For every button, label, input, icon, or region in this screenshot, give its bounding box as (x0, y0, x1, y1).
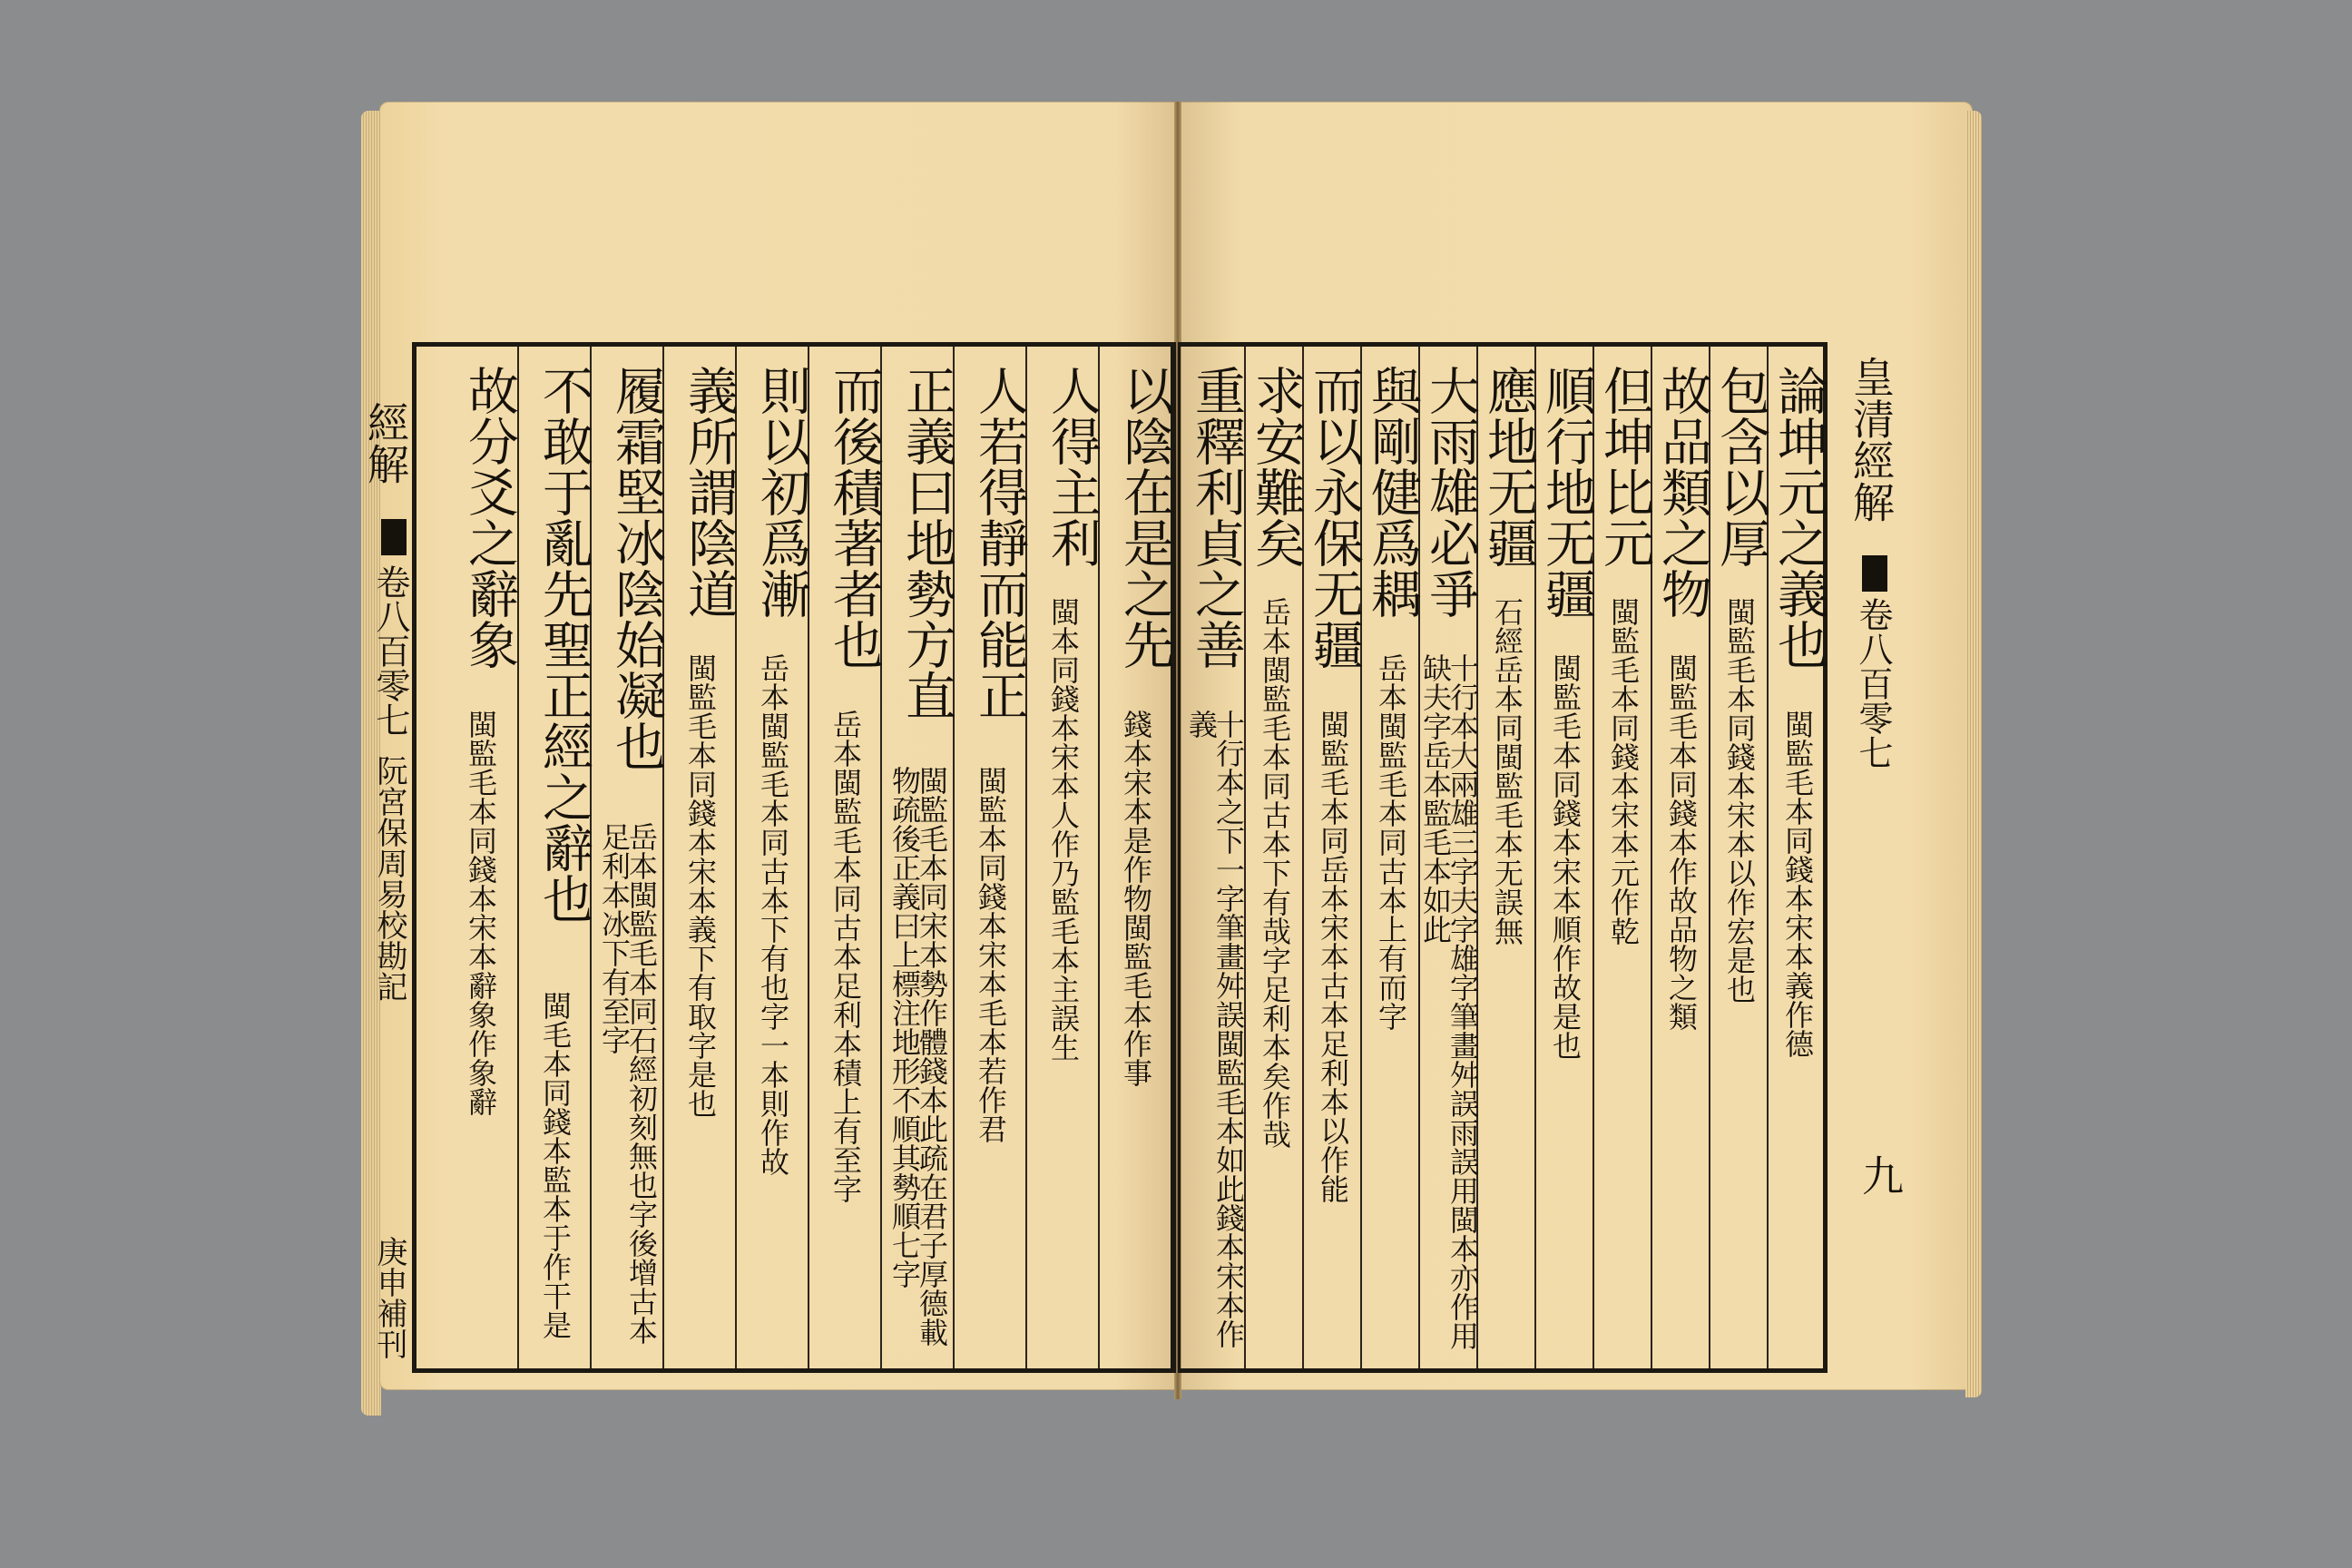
annotation-line: 石經岳本同閩監毛本无誤無 (1490, 597, 1524, 946)
annotation-line: 缺夫字岳本監毛本如此 (1418, 653, 1453, 944)
annotation-line: 十行本之下一字筆畫舛誤閩監毛本如此錢本宋本作 (1211, 710, 1246, 1348)
left-column-2-annotation (1031, 597, 1096, 1062)
left-column-4-main-text: 正義曰地勢方直 (897, 365, 956, 720)
left-column-6-main-text: 則以初爲漸 (752, 365, 811, 619)
right-column-10-annotation (1250, 597, 1300, 1149)
left-column-6 (735, 347, 809, 1368)
left-column-3 (953, 347, 1027, 1368)
right-margin-title: 皇清經解 (1847, 356, 1896, 523)
annotation-line: 閩監毛本同錢本宋本以作宏是也 (1722, 597, 1757, 1004)
right-column-7-main-text: 大雨雄必爭 (1421, 365, 1480, 619)
right-column-4 (1592, 347, 1652, 1368)
annotation-line: 足利本冰下有至字 (597, 822, 632, 1054)
right-column-6 (1476, 347, 1536, 1368)
left-column-10-main-text: 故分爻之辭象 (460, 365, 519, 670)
right-column-6-annotation (1482, 597, 1533, 946)
left-column-1-main-text: 以陰在是之先 (1115, 365, 1174, 670)
left-column-9 (517, 347, 592, 1368)
right-column-8 (1360, 347, 1420, 1368)
left-column-7-main-text: 義所謂陰道 (680, 365, 739, 619)
right-column-1 (1767, 347, 1827, 1368)
annotation-line: 岳本閩監毛本同古本足利本積上有至字 (828, 710, 863, 1203)
right-column-5 (1534, 347, 1594, 1368)
right-text-frame (1178, 342, 1828, 1373)
right-column-1-main-text: 論坤元之義也 (1769, 365, 1828, 670)
right-column-3 (1651, 347, 1710, 1368)
right-column-11-annotation (1184, 710, 1246, 1348)
left-column-6-annotation (740, 653, 806, 1176)
right-column-6-main-text: 應地无疆 (1479, 365, 1538, 568)
left-column-5 (808, 347, 882, 1368)
right-column-3-main-text: 故品類之物 (1653, 365, 1712, 619)
left-column-1-annotation (1103, 710, 1169, 1087)
annotation-line: 閩監毛本同岳本宋本古本足利本以作能 (1316, 710, 1350, 1203)
right-column-5-main-text: 順行地无疆 (1537, 365, 1596, 619)
annotation-line: 岳本閩監毛本同古本上有而字 (1374, 653, 1408, 1031)
left-column-4-annotation (886, 766, 951, 1347)
right-column-4-main-text: 但坤比元 (1595, 365, 1654, 568)
left-column-7 (662, 347, 737, 1368)
left-column-3-main-text: 人若得靜而能正 (970, 365, 1029, 720)
left-margin-note: 阮宮保周易校勘記 (371, 755, 407, 1002)
annotation-line: 閩監毛本同錢本宋本義作德 (1780, 710, 1815, 1058)
left-text-frame (412, 342, 1176, 1373)
left-column-8-annotation (595, 822, 661, 1345)
left-column-8 (590, 347, 664, 1368)
right-column-5-annotation (1540, 653, 1591, 1060)
left-column-4 (880, 347, 955, 1368)
right-column-9-main-text: 而以永保无疆 (1305, 365, 1364, 670)
annotation-line: 閩監毛本同錢本宋本元作乾 (1606, 597, 1641, 946)
annotation-line: 物疏後正義曰上標注地形不順其勢順七字 (887, 766, 922, 1289)
left-column-5-annotation (813, 710, 878, 1203)
right-column-9-annotation (1308, 710, 1358, 1203)
left-margin-title: 經解 (361, 401, 410, 485)
open-book (361, 102, 1982, 1434)
right-column-11 (1186, 347, 1244, 1368)
right-column-2 (1709, 347, 1769, 1368)
left-column-10 (445, 347, 517, 1368)
annotation-line: 閩監毛本同錢本宋本辭象作象辭 (464, 710, 498, 1116)
annotation-line: 閩監毛本同錢本作故品物之類 (1664, 653, 1699, 1031)
right-column-10-main-text: 求安難矣 (1247, 365, 1306, 568)
fish-tail-mark (381, 519, 407, 555)
left-margin-subtitle: 卷八百零七 (370, 564, 410, 737)
right-column-8-main-text: 與剛健爲耦 (1363, 365, 1422, 619)
annotation-line: 岳本閩監毛本同古本下有也字一本則作故 (756, 653, 790, 1176)
annotation-line: 錢本宋本是作物閩監毛本作事 (1119, 710, 1153, 1087)
right-margin-subtitle: 卷八百零七 (1853, 597, 1893, 769)
annotation-line: 義 (1184, 710, 1219, 739)
right-column-7-annotation (1418, 653, 1480, 1350)
left-column-2-main-text: 人得主利 (1043, 365, 1102, 568)
left-column-3-annotation (958, 766, 1024, 1143)
annotation-line: 岳本閩監毛本同石經初刻無也字後增古本 (624, 822, 659, 1345)
right-margin-folio: 九 (1856, 1154, 1905, 1196)
page-edges-right (1965, 111, 1982, 1397)
left-column-7-annotation (668, 653, 733, 1118)
right-column-9 (1302, 347, 1362, 1368)
annotation-line: 閩毛本同錢本監本于作干是 (538, 991, 573, 1339)
right-column-10 (1244, 347, 1304, 1368)
annotation-line: 岳本閩監毛本同古本下有哉字足利本矣作哉 (1258, 597, 1292, 1149)
annotation-line: 閩監本同錢本宋本毛本若作君 (974, 766, 1008, 1143)
annotation-line: 閩本同錢本宋本人作乃監毛本主誤生 (1046, 597, 1081, 1062)
annotation-line: 十行本大兩雄三字夫字雄字筆畫舛誤雨誤用閩本亦作用 (1446, 653, 1480, 1350)
left-column-10-annotation (448, 710, 514, 1116)
left-column-5-main-text: 而後積著者也 (825, 365, 884, 670)
right-column-1-annotation (1772, 710, 1823, 1058)
right-column-8-annotation (1366, 653, 1416, 1031)
left-column-9-annotation (523, 991, 588, 1339)
left-margin-bottom: 庚申補刊 (371, 1236, 407, 1359)
right-column-4-annotation (1598, 597, 1649, 946)
right-column-2-annotation (1714, 597, 1765, 1004)
left-column-2 (1025, 347, 1100, 1368)
right-column-11-main-text: 重釋利貞之善 (1187, 365, 1246, 670)
annotation-line: 閩監毛本同錢本宋本義下有取字是也 (683, 653, 718, 1118)
left-column-1 (1098, 347, 1172, 1368)
left-column-9-main-text: 不敢于亂先聖正經之辭也 (534, 365, 593, 924)
fish-tail-mark-right (1862, 555, 1887, 592)
right-column-3-annotation (1656, 653, 1707, 1031)
right-column-7 (1418, 347, 1478, 1368)
annotation-line: 閩監毛本同宋本勢作體錢本此疏在君子厚德載 (915, 766, 949, 1347)
right-column-2-main-text: 包含以厚 (1711, 365, 1770, 568)
annotation-line: 閩監毛本同錢本宋本順作故是也 (1548, 653, 1583, 1060)
left-column-8-main-text: 履霜堅冰陰始凝也 (607, 365, 666, 771)
